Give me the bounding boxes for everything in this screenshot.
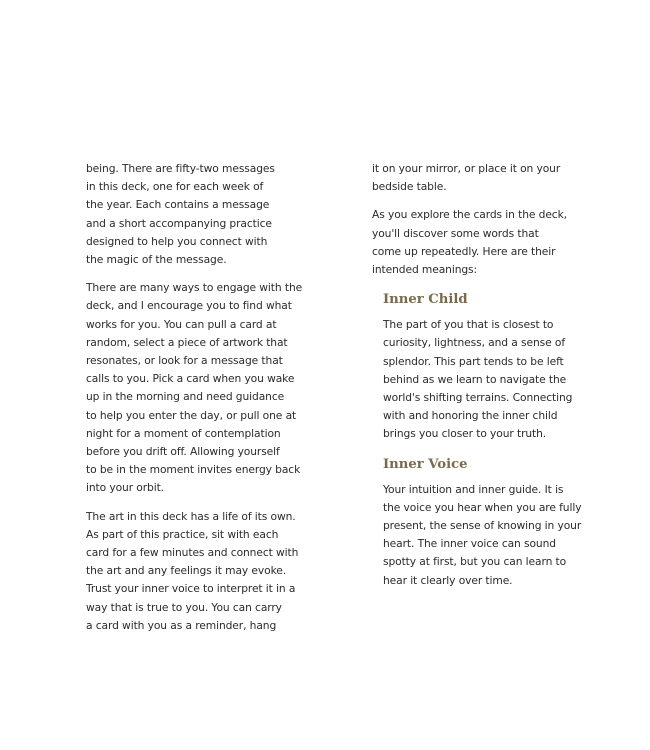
text-line: deck, and I encourage you to find what xyxy=(86,299,292,313)
text-line: Your intuition and inner guide. It is xyxy=(383,482,564,496)
text-line: As part of this practice, sit with each xyxy=(86,527,279,541)
term-heading: Inner Child xyxy=(383,292,468,308)
text-line: the voice you hear when you are fully xyxy=(383,500,582,514)
paragraph-art-life xyxy=(86,508,299,635)
text-line: it on your mirror, or place it on your xyxy=(372,162,561,175)
text-line: the art and any feelings it may evoke. xyxy=(86,564,287,578)
text-line: brings you closer to your truth. xyxy=(383,427,547,441)
text-line: calls to you. Pick a card when you wake xyxy=(86,372,295,386)
text-line: intended meanings: xyxy=(372,263,478,277)
right-page xyxy=(372,160,582,596)
text-line: to help you enter the day, or pull one at xyxy=(86,408,297,422)
text-line: you'll discover some words that xyxy=(372,226,539,240)
text-line: before you drift off. Allowing yourself xyxy=(86,445,280,459)
term-heading: Inner Voice xyxy=(383,456,468,472)
text-line: works for you. You can pull a card at xyxy=(86,317,277,331)
text-line: the year. Each contains a message xyxy=(86,198,270,212)
text-line: into your orbit. xyxy=(86,481,164,495)
text-line: the magic of the message. xyxy=(86,253,227,267)
text-line: designed to help you connect with xyxy=(86,234,268,248)
text-line: come up repeatedly. Here are their xyxy=(372,244,556,258)
term-definition xyxy=(383,316,572,443)
text-line: up in the morning and need guidance xyxy=(86,390,285,404)
text-line: present, the sense of knowing in your xyxy=(383,519,582,533)
text-line: with and honoring the inner child xyxy=(383,409,558,423)
text-line: hear it clearly over time. xyxy=(383,573,513,587)
text-line: There are many ways to engage with the xyxy=(86,281,303,295)
text-line: card for a few minutes and connect with xyxy=(86,546,299,560)
text-line: behind as we learn to navigate the xyxy=(383,372,567,386)
text-line: The art in this deck has a life of its own. xyxy=(86,509,296,523)
left-page xyxy=(86,160,303,645)
paragraph-deck-overview xyxy=(86,160,282,269)
text-line: heart. The inner voice can sound xyxy=(383,537,556,551)
paragraph-explore-cards xyxy=(372,206,572,279)
text-line: Trust your inner voice to interpret it in a xyxy=(86,582,296,596)
paragraph-ways-to-engage xyxy=(86,279,303,497)
text-line: a card with you as a reminder, hang xyxy=(86,618,277,632)
text-line: curiosity, lightness, and a sense of xyxy=(383,336,565,350)
text-line: and a short accompanying practice xyxy=(86,216,272,230)
text-line: The part of you that is closest to xyxy=(383,318,554,332)
text-line: spotty at first, but you can learn to xyxy=(383,555,567,569)
term-inner-child xyxy=(383,291,572,443)
text-line: world's shifting terrains. Connecting xyxy=(383,391,573,405)
text-line: bedside table. xyxy=(372,180,447,194)
text-line: in this deck, one for each week of xyxy=(86,180,264,194)
text-line: resonates, or look for a message that xyxy=(86,354,283,368)
text-line: splendor. This part tends to be left xyxy=(383,354,564,368)
text-line: random, select a piece of artwork that xyxy=(86,335,288,349)
text-line: to be in the moment invites energy back xyxy=(86,463,301,477)
text-line: being. There are fifty-two messages xyxy=(86,162,275,175)
term-definition xyxy=(383,481,582,590)
term-inner-voice xyxy=(383,456,582,590)
text-line: night for a moment of contemplation xyxy=(86,426,281,440)
text-line: As you explore the cards in the deck, xyxy=(372,208,567,222)
paragraph-continuation xyxy=(372,160,572,196)
text-line: way that is true to you. You can carry xyxy=(86,600,282,614)
